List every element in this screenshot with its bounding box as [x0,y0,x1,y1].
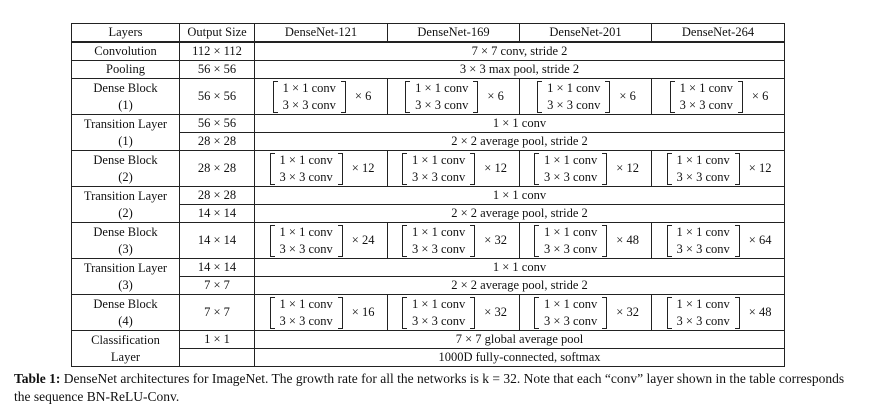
bracket-matrix [665,296,742,330]
repeat-count: × 6 [487,89,504,103]
block-line-3x3: 3 × 3 conv [676,169,730,184]
header-densenet-201: DenseNet-201 [520,24,652,43]
layer-label: (2) [118,169,133,184]
dense-block-cell [388,151,520,187]
dense-block-cell [652,79,785,115]
dense-block-cell [388,79,520,115]
row-db4 [72,295,785,331]
bracket-matrix [535,80,612,114]
layer-label: Dense Block [93,152,158,167]
bracket-matrix [268,152,345,186]
repeat-count: × 12 [351,161,375,175]
row-cls-a [72,331,785,349]
densenet-architecture-table [71,23,785,367]
layer-cell-tl1 [72,115,180,151]
repeat-count: × 32 [616,305,639,319]
bracket-matrix [400,296,477,330]
dense-block-cell [255,79,388,115]
header-densenet-121: DenseNet-121 [255,24,388,43]
block-line-3x3: 3 × 3 conv [412,313,466,328]
repeat-count: × 32 [484,305,507,319]
block-line-1x1: 1 × 1 conv [676,296,730,311]
dense-block-group [665,224,772,258]
block-line-1x1: 1 × 1 conv [676,224,730,239]
block-line-3x3: 3 × 3 conv [544,241,598,256]
layer-label: Dense Block [93,224,158,239]
dense-block-cell [255,151,388,187]
dense-block-group [271,80,372,114]
output-size-cell: 56 × 56 [180,61,255,79]
dense-block-group [400,152,507,186]
dense-block-cell [652,223,785,259]
row-tl1-a [72,115,785,133]
spanning-cell-tl2: 1 × 1 conv [255,187,785,205]
layer-label: Convolution [94,44,157,58]
header-densenet-264: DenseNet-264 [652,24,785,43]
layer-label: Transition Layer [83,188,168,203]
bracket-matrix [532,152,609,186]
repeat-count: × 32 [484,233,507,247]
bracket-matrix [668,80,745,114]
header-densenet-169: DenseNet-169 [388,24,520,43]
bracket-matrix [403,80,480,114]
output-size-cell: 56 × 56 [180,115,255,133]
spanning-cell-cls: 1000D fully-connected, softmax [255,349,785,367]
layer-cell-db2 [72,151,180,187]
row-db2 [72,151,785,187]
row-tl2-a [72,187,785,205]
layer-label: (3) [118,277,133,292]
spanning-cell-tl3: 2 × 2 average pool, stride 2 [255,277,785,295]
layer-label: Pooling [106,62,145,76]
table-caption [14,370,859,406]
block-line-1x1: 1 × 1 conv [279,152,333,167]
dense-block-group [400,224,507,258]
layer-label: Dense Block [93,296,158,311]
dense-block-group [532,152,639,186]
repeat-count: × 48 [616,233,639,247]
repeat-count: × 6 [619,89,636,103]
header-row [72,24,785,43]
layer-label: Transition Layer [83,116,168,131]
output-size-cell: 56 × 56 [180,79,255,115]
layer-cell-pool [72,61,180,79]
row-tl3-a [72,259,785,277]
dense-block-group [268,152,375,186]
bracket-matrix [532,296,609,330]
dense-block-group [268,224,375,258]
bracket-matrix [271,80,348,114]
caption-text: DenseNet architectures for ImageNet. The growth rate for all the networks is k = 32. Note that each “conv” layer shown in the table corresponds the sequence BN-ReLU-Conv. [14,371,845,404]
bracket-matrix [532,224,609,258]
block-line-1x1: 1 × 1 conv [544,152,598,167]
block-line-1x1: 1 × 1 conv [415,80,469,95]
output-size-cell [180,349,255,367]
dense-block-group [665,296,772,330]
repeat-count: × 64 [748,233,772,247]
block-line-3x3: 3 × 3 conv [412,169,466,184]
repeat-count: × 6 [354,89,372,103]
dense-block-group [400,296,507,330]
block-line-1x1: 1 × 1 conv [547,80,601,95]
layer-cell-conv [72,42,180,61]
layer-label: (2) [118,205,133,220]
table-body [72,42,785,367]
dense-block-cell [388,295,520,331]
row-pool [72,61,785,79]
output-size-cell: 28 × 28 [180,133,255,151]
spanning-cell-tl1: 2 × 2 average pool, stride 2 [255,133,785,151]
layer-cell-tl2 [72,187,180,223]
dense-block-cell [255,223,388,259]
spanning-cell-tl2: 2 × 2 average pool, stride 2 [255,205,785,223]
repeat-count: × 12 [748,161,772,175]
output-size-cell: 14 × 14 [180,205,255,223]
output-size-cell: 112 × 112 [180,42,255,61]
repeat-count: × 48 [748,305,772,319]
block-line-1x1: 1 × 1 conv [412,152,466,167]
output-size-cell: 7 × 7 [180,277,255,295]
block-line-1x1: 1 × 1 conv [544,296,598,311]
block-line-3x3: 3 × 3 conv [547,97,601,112]
dense-block-group [532,224,639,258]
layer-cell-cls [72,331,180,367]
caption-label: Table 1: [14,371,61,386]
block-line-3x3: 3 × 3 conv [412,241,466,256]
dense-block-group [532,296,639,330]
dense-block-cell [520,79,652,115]
dense-block-group [535,80,636,114]
layer-label: (4) [118,313,133,328]
bracket-matrix [665,152,742,186]
block-line-3x3: 3 × 3 conv [279,313,333,328]
spanning-cell-cls: 7 × 7 global average pool [255,331,785,349]
dense-block-group [268,296,375,330]
layer-label: Dense Block [93,80,158,95]
dense-block-cell [388,223,520,259]
row-db1 [72,79,785,115]
block-line-1x1: 1 × 1 conv [679,80,733,95]
dense-block-cell [520,223,652,259]
block-line-3x3: 3 × 3 conv [676,241,730,256]
bracket-matrix [400,152,477,186]
bracket-matrix [665,224,742,258]
output-size-cell: 7 × 7 [180,295,255,331]
spanning-cell-pool: 3 × 3 max pool, stride 2 [255,61,785,79]
spanning-cell-tl1: 1 × 1 conv [255,115,785,133]
layer-label: Layer [110,349,141,364]
block-line-3x3: 3 × 3 conv [676,313,730,328]
dense-block-cell [652,151,785,187]
dense-block-cell [520,295,652,331]
dense-block-cell [255,295,388,331]
repeat-count: × 6 [751,89,769,103]
layer-label: (3) [118,241,133,256]
repeat-count: × 24 [351,233,375,247]
dense-block-cell [652,295,785,331]
layer-cell-tl3 [72,259,180,295]
block-line-3x3: 3 × 3 conv [279,169,333,184]
spanning-cell-conv: 7 × 7 conv, stride 2 [255,42,785,61]
spanning-cell-tl3: 1 × 1 conv [255,259,785,277]
header-layers: Layers [72,24,180,43]
block-line-1x1: 1 × 1 conv [279,296,333,311]
row-db3 [72,223,785,259]
block-line-3x3: 3 × 3 conv [544,169,598,184]
block-line-3x3: 3 × 3 conv [679,97,733,112]
repeat-count: × 12 [484,161,507,175]
bracket-matrix [268,224,345,258]
output-size-cell: 28 × 28 [180,187,255,205]
layer-cell-db4 [72,295,180,331]
repeat-count: × 12 [616,161,639,175]
dense-block-group [665,152,772,186]
header-output-size: Output Size [180,24,255,43]
bracket-matrix [400,224,477,258]
dense-block-cell [520,151,652,187]
block-line-1x1: 1 × 1 conv [412,296,466,311]
repeat-count: × 16 [351,305,375,319]
dense-block-group [403,80,504,114]
block-line-1x1: 1 × 1 conv [412,224,466,239]
layer-label: (1) [118,133,133,148]
block-line-3x3: 3 × 3 conv [415,97,469,112]
row-conv [72,42,785,61]
block-line-1x1: 1 × 1 conv [282,80,336,95]
output-size-cell: 14 × 14 [180,223,255,259]
layer-label: Transition Layer [83,260,168,275]
output-size-cell: 28 × 28 [180,151,255,187]
block-line-3x3: 3 × 3 conv [282,97,336,112]
layer-label: (1) [118,97,133,112]
block-line-3x3: 3 × 3 conv [544,313,598,328]
layer-cell-db3 [72,223,180,259]
block-line-1x1: 1 × 1 conv [544,224,598,239]
output-size-cell: 14 × 14 [180,259,255,277]
dense-block-group [668,80,769,114]
block-line-1x1: 1 × 1 conv [676,152,730,167]
block-line-3x3: 3 × 3 conv [279,241,333,256]
block-line-1x1: 1 × 1 conv [279,224,333,239]
layer-label: Classification [91,332,160,347]
bracket-matrix [268,296,345,330]
layer-cell-db1 [72,79,180,115]
output-size-cell: 1 × 1 [180,331,255,349]
